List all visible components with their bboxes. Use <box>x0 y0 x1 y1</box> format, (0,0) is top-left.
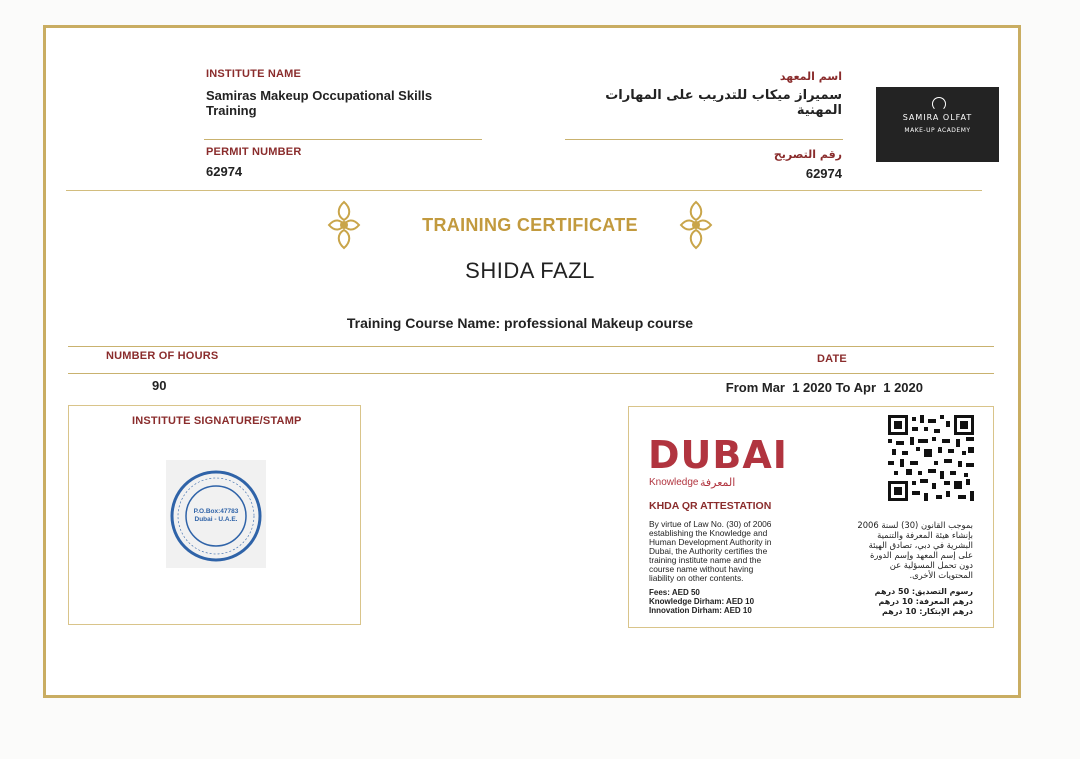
permit-number-ar: 62974 <box>805 166 842 181</box>
khda-body-en-line: course name without having <box>649 564 754 574</box>
khda-body-ar-line: على إسم المعهد وإسم الدورة <box>869 550 973 560</box>
logo-line2: MAKE-UP ACADEMY <box>904 127 971 134</box>
permit-label-ar: رقم التصريح <box>773 148 842 161</box>
stamp-city: Dubai - U.A.E. <box>194 516 238 523</box>
knowledge-label-ar: المعرفة <box>700 476 736 489</box>
fees-line-ar: رسوم التصديق: 50 درهم <box>874 587 973 596</box>
fees-line-ar: درهم المعرفة: 10 درهم <box>878 597 973 606</box>
date-label: DATE <box>817 353 847 365</box>
certificate-title: TRAINING CERTIFICATE <box>422 215 638 235</box>
divider <box>565 139 843 140</box>
date-value: From Mar 1 2020 To Apr 1 2020 <box>725 380 923 395</box>
khda-body-en-line: Dubai, the Authority certifies the <box>649 546 768 556</box>
institute-name-line1: Samiras Makeup Occupational Skills <box>206 88 433 103</box>
fees-line: Fees: AED 50 <box>649 588 700 597</box>
khda-body-en-line: training institute name and the <box>649 555 762 565</box>
khda-body-en <box>649 520 804 583</box>
signature-label: INSTITUTE SIGNATURE/STAMP <box>132 415 302 427</box>
khda-body-en-line: liability on other contents. <box>649 573 744 583</box>
fees-line: Knowledge Dirham: AED 10 <box>649 597 755 606</box>
khda-fees-ar <box>815 587 973 617</box>
academy-logo <box>876 87 999 162</box>
permit-label-en: PERMIT NUMBER <box>206 146 302 158</box>
logo-line1: SAMIRA OLFAT <box>902 113 973 122</box>
recipient-name: SHIDA FAZL <box>465 258 595 283</box>
khda-fees-en <box>649 588 809 615</box>
ornament-left-icon <box>325 198 363 252</box>
divider <box>68 373 994 374</box>
khda-body-ar <box>815 520 973 580</box>
khda-body-ar-line: دون تحمل المسؤلية عن <box>889 560 973 570</box>
khda-heading: KHDA QR ATTESTATION <box>649 500 772 512</box>
course-name: Training Course Name: professional Makeup course <box>346 315 694 331</box>
institute-name-line2: Training <box>206 103 257 118</box>
fees-line-ar: درهم الإبتكار: 10 درهم <box>882 607 973 616</box>
stamp-text <box>166 508 266 524</box>
knowledge-label-en: Knowledge <box>649 477 699 488</box>
divider <box>204 139 482 140</box>
institute-label-ar: اسم المعهد <box>779 70 842 83</box>
khda-body-ar-line: البشرية في دبي، تصادق الهيئة <box>868 540 973 550</box>
fees-line: Innovation Dirham: AED 10 <box>649 606 752 615</box>
qr-code-icon[interactable] <box>888 415 974 501</box>
stamp-image <box>166 460 266 568</box>
khda-body-ar-line: بإنشاء هيئة المعرفة والتنمية <box>877 530 973 540</box>
khda-body-en-line: Human Development Authority in <box>649 537 772 547</box>
khda-body-en-line: establishing the Knowledge and <box>649 528 768 538</box>
ornament-right-icon <box>677 198 715 252</box>
institute-label-en: INSTITUTE NAME <box>206 68 302 80</box>
khda-body-en-line: By virtue of Law No. (30) of 2006 <box>649 519 772 529</box>
khda-body-ar-line: المحتويات الأخرى. <box>909 570 973 580</box>
khda-body-ar-line: بموجب القانون (30) لسنة 2006 <box>857 520 973 530</box>
logo-swirl-icon <box>932 97 946 111</box>
hours-value: 90 <box>152 378 167 393</box>
institute-name-ar: سميراز ميكاب للتدريب على المهارات المهنية <box>605 88 842 118</box>
stamp-pobox: P.O.Box:47783 <box>193 508 239 515</box>
institute-name-en <box>206 88 432 118</box>
permit-number-en: 62974 <box>206 164 243 179</box>
dubai-knowledge-logo: DUBAI <box>648 433 788 477</box>
divider <box>66 190 982 191</box>
divider <box>68 346 994 347</box>
hours-label: NUMBER OF HOURS <box>106 350 219 362</box>
